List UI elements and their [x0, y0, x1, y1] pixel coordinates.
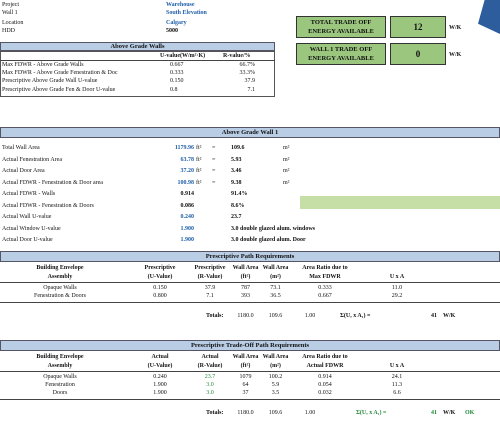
tradeoff-head2: (R-Value) [197, 363, 223, 369]
tradeoff-head1: Wall Area [232, 354, 259, 360]
wall-tradeoff-unit: W/K [449, 52, 462, 58]
prescriptive-cell: Fenestration & Doors [34, 293, 86, 299]
tradeoff-cell: 100.2 [268, 374, 283, 380]
tradeoff-cell: 3.0 [206, 390, 214, 396]
above-grade-walls-title: Above Grade Walls [0, 42, 275, 51]
prescriptive-head1: Prescriptive [194, 265, 226, 271]
tradeoff-sum-unit: W/K [443, 410, 456, 416]
project-label: Project [2, 2, 19, 8]
location-value: Calgary [166, 20, 187, 26]
tradeoff-cell: 11.3 [391, 382, 403, 388]
agw-row-r: 33.3% [239, 70, 255, 76]
wall1-row-unit2: m² [283, 157, 290, 163]
tradeoff-cell: 0.914 [318, 374, 332, 380]
prescriptive-head2: (U-Value) [147, 274, 173, 280]
prescriptive-sum-unit: W/K [443, 313, 456, 319]
wall1-row-unit: ft² [196, 180, 202, 186]
hdd-value: 5000 [166, 28, 178, 34]
wall1-row-label: Actual Fenestration Area [2, 157, 62, 163]
col-u-value-header: U-value(W/m²·K) [160, 53, 206, 59]
wall-tradeoff-label-box [296, 43, 386, 65]
tradeoff-cell: Opaque Walls [43, 374, 77, 380]
wall1-row-label: Total Wall Area [2, 145, 40, 151]
wall1-row-eq: = [212, 168, 216, 174]
prescriptive-head1: Wall Area [232, 265, 259, 271]
prescriptive-cell: 7.1 [206, 293, 214, 299]
wall1-title: Above Grade Wall 1 [0, 127, 500, 138]
wall1-row-value2: 9.38 [231, 180, 242, 186]
wall1-row-value: 37.20 [180, 168, 194, 174]
wall-tradeoff-label-2: ENERGY AVAILABLE [308, 54, 374, 62]
wall1-row-value: 0.086 [180, 203, 194, 209]
prescriptive-cell: 393 [241, 293, 250, 299]
total-tradeoff-label-2: ENERGY AVAILABLE [308, 27, 374, 35]
tradeoff-head1: Area Ratio due to [302, 354, 348, 360]
wall-value: South Elevation [166, 10, 207, 16]
prescriptive-head1: Wall Area [262, 265, 289, 271]
wall1-row-value: 0.914 [180, 191, 194, 197]
tradeoff-head2: (m²) [270, 363, 281, 369]
prescriptive-cell: 0.800 [153, 293, 167, 299]
tradeoff-cell: 6.6 [393, 390, 401, 396]
wall1-row-label: Actual Door Area [2, 168, 45, 174]
prescriptive-sum-label: Σ(U, x A₁) = [340, 313, 371, 319]
project-value: Warehouse [166, 2, 195, 8]
table-header-divider [0, 282, 500, 283]
prescriptive-totals-label: Totals: [206, 313, 224, 319]
tradeoff-cell: 3.5 [271, 390, 280, 396]
prescriptive-head2: U x A [389, 274, 405, 280]
prescriptive-title: Prescriptive Path Requirements [0, 251, 500, 262]
wall-tradeoff-value: 0 [390, 43, 446, 65]
agw-row-label: Max FDWR - Above Grade Fenestration & Doc [2, 70, 118, 76]
agw-row-r: 7.1 [247, 87, 255, 93]
prescriptive-cell: 11.0 [391, 285, 403, 291]
tradeoff-cell: 0.054 [318, 382, 332, 388]
tradeoff-totals-m: 109.6 [268, 410, 283, 416]
col-r-value-header: R-value/% [223, 53, 251, 59]
agw-row-label: Max FDWR - Above Grade Walls [2, 62, 84, 68]
wall1-row-label: Actual FDWR - Fenestration & Doors [2, 203, 94, 209]
wall1-row-value2: 8.6% [231, 203, 245, 209]
tradeoff-head2: U x A [389, 363, 405, 369]
wall1-row-value2: 3.0 double glazed alum. Door [231, 237, 306, 243]
wall1-row-value2: 91.4% [231, 191, 248, 197]
agw-row-r: 66.7% [239, 62, 255, 68]
wall1-row-value2: 3.0 double glazed alum. windows [231, 226, 316, 232]
tradeoff-cell: 1.900 [153, 382, 167, 388]
tradeoff-cell: 5.9 [271, 382, 280, 388]
tradeoff-sum-label: Σ(U, x A₁) = [356, 410, 387, 416]
prescriptive-head2: Max FDWR [309, 274, 341, 280]
tradeoff-title: Prescriptive Trade-Off Path Requirements [0, 340, 500, 351]
table-row-divider [0, 302, 500, 303]
prescriptive-cell: Opaque Walls [43, 285, 77, 291]
prescriptive-head1: Prescriptive [144, 265, 176, 271]
tradeoff-cell: 3.0 [206, 382, 214, 388]
tradeoff-sum-value: 41 [431, 410, 437, 416]
prescriptive-totals-m: 109.6 [268, 313, 283, 319]
tradeoff-head1: Wall Area [262, 354, 289, 360]
table-header-divider [0, 371, 500, 372]
tradeoff-cell: Doors [52, 390, 68, 396]
prescriptive-cell: 73.1 [270, 285, 281, 291]
wall1-row-value: 1.900 [180, 226, 194, 232]
divider [0, 60, 275, 61]
hdd-label: HDD [2, 28, 15, 34]
agw-row-u: 0.8 [170, 87, 178, 93]
tradeoff-head1: Actual [151, 354, 169, 360]
location-label: Location [2, 20, 24, 26]
total-tradeoff-label-box [296, 16, 386, 38]
agw-row-label: Prescriptive Above Grade Fen & Door U-value [2, 87, 116, 93]
prescriptive-totals-ratio: 1.00 [304, 313, 316, 319]
wall1-row-value: 63.78 [180, 157, 194, 163]
prescriptive-sum-value: 41 [431, 313, 437, 319]
agw-row-u: 0.333 [170, 70, 184, 76]
prescriptive-totals-ft: 1180.0 [237, 313, 254, 319]
total-tradeoff-value: 12 [390, 16, 446, 38]
prescriptive-cell: 29.2 [391, 293, 403, 299]
total-tradeoff-unit: W/K [449, 25, 462, 31]
prescriptive-cell: 0.150 [153, 285, 167, 291]
tradeoff-cell: 24.1 [391, 374, 403, 380]
prescriptive-head1: Area Ratio due to [302, 265, 348, 271]
prescriptive-cell: 0.333 [318, 285, 332, 291]
prescriptive-cell: 0.667 [318, 293, 332, 299]
wall1-row-unit: ft² [196, 145, 202, 151]
wall1-row-label: Actual Door U-value [2, 237, 53, 243]
agw-row-u: 0.667 [170, 62, 184, 68]
wall1-row-unit2: m² [283, 180, 290, 186]
wall1-row-value2: 23.7 [231, 214, 242, 220]
tradeoff-head2: Actual FDWR [306, 363, 344, 369]
tradeoff-totals-ft: 1180.0 [237, 410, 254, 416]
corner-decoration [478, 0, 500, 34]
prescriptive-head1: Building Envelope [36, 265, 84, 271]
wall1-row-label: Actual Window U-value [2, 226, 61, 232]
wall1-row-value2: 3.46 [231, 168, 242, 174]
wall-tradeoff-label-1: WALL 1 TRADE OFF [309, 46, 373, 53]
agw-row-r: 37.9 [244, 78, 255, 84]
wall1-row-unit: ft² [196, 168, 202, 174]
wall1-row-value2: 5.93 [231, 157, 242, 163]
total-tradeoff-label-1: TOTAL TRADE OFF [310, 19, 372, 26]
prescriptive-head2: (ft²) [240, 274, 251, 280]
tradeoff-cell: 0.032 [318, 390, 332, 396]
wall1-row-eq: = [212, 157, 216, 163]
tradeoff-totals-label: Totals: [206, 410, 224, 416]
prescriptive-cell: 787 [241, 285, 250, 291]
wall1-row-value: 100.98 [177, 180, 194, 186]
prescriptive-head2: Assembly [47, 274, 73, 280]
table-row-divider [0, 399, 500, 400]
tradeoff-cell: 0.240 [153, 374, 167, 380]
wall1-row-value: 1179.96 [174, 145, 194, 151]
tradeoff-cell: 64 [242, 382, 249, 388]
tradeoff-cell: 37 [242, 390, 249, 396]
wall1-row-unit2: m² [283, 168, 290, 174]
wall1-row-value2: 109.6 [231, 145, 245, 151]
tradeoff-head2: (ft²) [240, 363, 251, 369]
prescriptive-cell: 37.9 [204, 285, 216, 291]
wall1-row-eq: = [212, 145, 216, 151]
wall1-row-value: 1.900 [180, 237, 194, 243]
wall1-highlight [300, 196, 500, 209]
tradeoff-cell: 1.900 [153, 390, 167, 396]
tradeoff-head2: Assembly [47, 363, 73, 369]
tradeoff-head1: Actual [201, 354, 219, 360]
tradeoff-head1: Building Envelope [36, 354, 84, 360]
tradeoff-totals-ratio: 1.00 [304, 410, 316, 416]
tradeoff-cell: Fenestration [45, 382, 75, 388]
wall1-row-eq: = [212, 180, 216, 186]
agw-row-label: Prescriptive Above Grade Wall U-value [2, 78, 98, 84]
tradeoff-cell: 23.7 [204, 374, 216, 380]
wall1-row-value: 0.240 [180, 214, 194, 220]
wall1-row-label: Actual FDWR - Fenestration & Door area [2, 180, 103, 186]
prescriptive-cell: 36.5 [270, 293, 281, 299]
wall1-row-label: Actual Wall U-value [2, 214, 52, 220]
wall-label: Wall 1 [2, 10, 18, 16]
tradeoff-ok-label: OK [465, 410, 475, 416]
wall1-row-label: Actual FDWR - Walls [2, 191, 56, 197]
prescriptive-head2: (m²) [270, 274, 281, 280]
wall1-row-unit: ft² [196, 157, 202, 163]
tradeoff-head2: (U-Value) [147, 363, 173, 369]
tradeoff-cell: 1079 [239, 374, 252, 380]
agw-row-u: 0.150 [170, 78, 184, 84]
wall1-row-unit2: m² [283, 145, 290, 151]
prescriptive-head2: (R-Value) [197, 274, 223, 280]
